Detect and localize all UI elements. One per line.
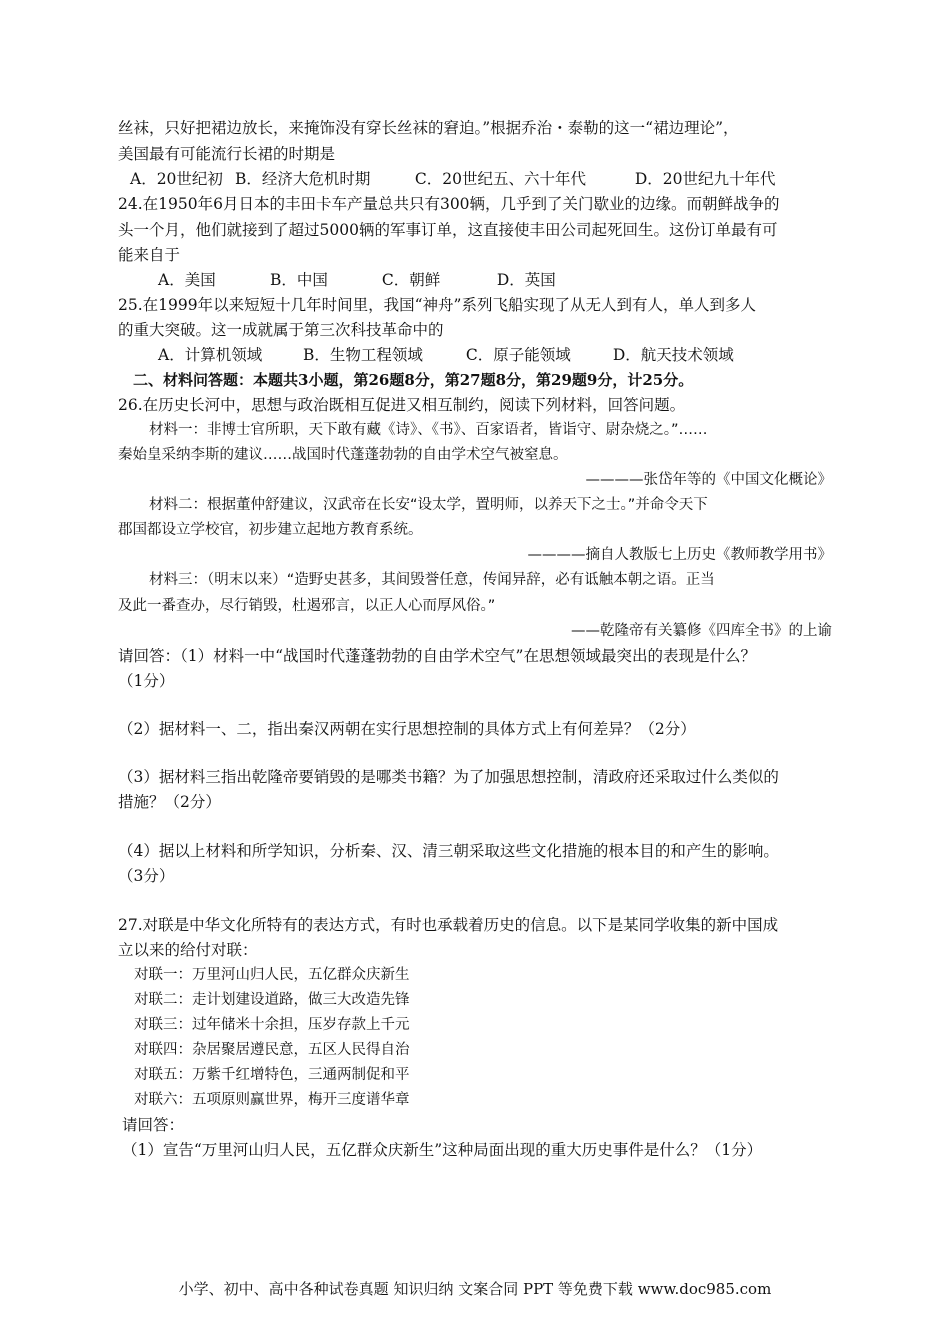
text-line: 美国最有可能流行长裙的时期是 <box>118 145 336 163</box>
option-c: C．朝鲜 <box>381 271 441 289</box>
q24-line: 能来自于 <box>118 246 181 264</box>
material-1: 秦始皇采纳李斯的建议……战国时代蓬蓬勃勃的自由学术空气被窒息。 <box>118 447 568 463</box>
material-2: 郡国都设立学校官，初步建立起地方教育系统。 <box>118 522 423 538</box>
option-c: C．原子能领域 <box>465 346 571 364</box>
q27-ask: 请回答： <box>122 1116 185 1134</box>
q27-line: 27.对联是中华文化所特有的表达方式，有时也承载着历史的信息。以下是某同学收集的新中国成 <box>118 916 779 934</box>
option-b: B．经济大危机时期 <box>234 170 371 188</box>
couplet-4: 对联四：杂居聚居遵民意，五区人民得自治 <box>134 1042 410 1058</box>
q25-line: 的重大突破。这一成就属于第三次科技革命中的 <box>118 321 444 339</box>
couplet-5: 对联五：万紫千红增特色，三通两制促和平 <box>134 1067 410 1083</box>
q26-sub1: （1分） <box>118 672 175 690</box>
option-b: B．生物工程领域 <box>302 346 423 364</box>
q25-options <box>158 345 734 365</box>
material-1-source: ————张岱年等的《中国文化概论》 <box>585 472 832 488</box>
material-3: 材料三：（明末以来）“造野史甚多，其间毁誉任意，传闻异辞，必有诋触本朝之语。正当 <box>149 572 715 588</box>
section-heading: 二、材料问答题：本题共3小题，第26题8分，第27题8分，第29题9分，计25分。 <box>133 371 694 389</box>
couplet-1: 对联一：万里河山归人民，五亿群众庆新生 <box>134 967 410 983</box>
couplet-3: 对联三：过年储米十余担，压岁存款上千元 <box>134 1017 410 1033</box>
option-d: D．航天技术领域 <box>612 346 734 364</box>
option-a: A．计算机领域 <box>158 346 263 364</box>
material-1: 材料一：非博士官所职，天下敢有藏《诗》、《书》、百家语者，皆诣守、尉杂烧之。”…… <box>149 422 708 438</box>
couplet-2: 对联二：走计划建设道路，做三大改造先锋 <box>134 992 410 1008</box>
q24-options <box>158 270 556 290</box>
q27-line: 立以来的给付对联： <box>118 941 258 959</box>
q25-line: 25.在1999年以来短短十几年时间里，我国“神舟”系列飞船实现了从无人到有人，单人到多人 <box>118 296 756 314</box>
option-d: D．20世纪九十年代 <box>634 170 776 188</box>
option-a: A．美国 <box>158 271 216 289</box>
q26-sub1: 请回答：（1）材料一中“战国时代蓬蓬勃勃的自由学术空气”在思想领域最突出的表现是什么？ <box>118 647 756 665</box>
q23-options <box>130 169 775 189</box>
q26-sub3: 措施？（2分） <box>118 793 221 811</box>
q26-sub2: （2）据材料一、二，指出秦汉两朝在实行思想控制的具体方式上有何差异？（2分） <box>118 720 696 738</box>
q26-sub3: （3）据材料三指出乾隆帝要销毁的是哪类书籍？为了加强思想控制，清政府还采取过什么类似的 <box>118 768 779 786</box>
option-a: A．20世纪初 <box>130 170 223 188</box>
q26-sub4: （4）据以上材料和所学知识，分析秦、汉、清三朝采取这些文化措施的根本目的和产生的影响。 <box>118 842 779 860</box>
material-2: 材料二：根据董仲舒建议，汉武帝在长安“设太学，置明师，以养天下之士。”并命令天下 <box>149 497 708 513</box>
q27-sub1: （1）宣告“万里河山归人民，五亿群众庆新生”这种局面出现的重大历史事件是什么？（1分） <box>122 1141 763 1159</box>
q24-line: 头一个月，他们就接到了超过5000辆的军事订单，这直接使丰田公司起死回生。这份订单最有可 <box>118 221 778 239</box>
q26-intro: 26.在历史长河中，思想与政治既相互促进又相互制约，阅读下列材料，回答问题。 <box>118 396 686 414</box>
text-line: 丝袜，只好把裙边放长，来掩饰没有穿长丝袜的窘迫。”根据乔治・泰勒的这一“裙边理论”， <box>118 119 739 137</box>
option-c: C．20世纪五、六十年代 <box>414 170 586 188</box>
material-3: 及此一番查办，尽行销毁，杜遏邪言，以正人心而厚风俗。” <box>118 598 496 614</box>
q24-line: 24.在1950年6月日本的丰田卡车产量总共只有300辆，几乎到了关门歇业的边缘。而朝鲜战争的 <box>118 195 780 213</box>
q26-sub4: （3分） <box>118 867 175 885</box>
option-d: D．英国 <box>496 271 556 289</box>
material-3-source: ——乾隆帝有关纂修《四库全书》的上谕 <box>571 623 832 639</box>
couplet-6: 对联六：五项原则赢世界，梅开三度谱华章 <box>134 1092 410 1108</box>
option-b: B．中国 <box>269 271 328 289</box>
page-footer: 小学、初中、高中各种试卷真题 知识归纳 文案合同 PPT 等免费下载 www.doc985.com <box>178 1280 772 1298</box>
material-2-source: ————摘自人教版七上历史《教师教学用书》 <box>527 547 832 563</box>
